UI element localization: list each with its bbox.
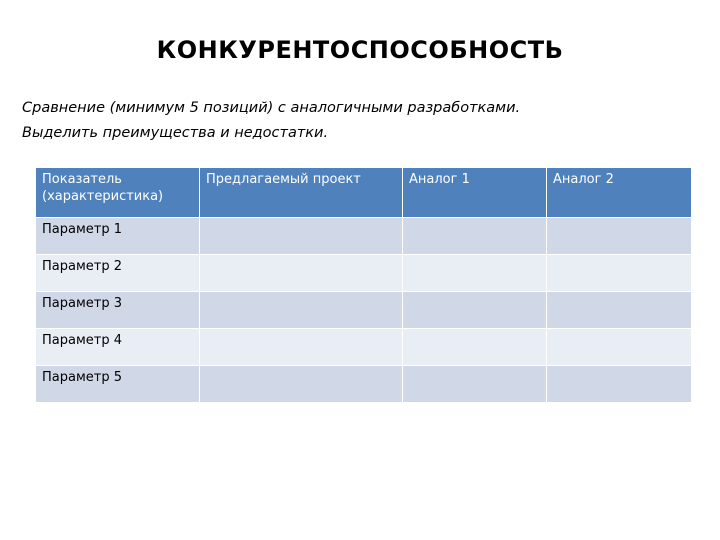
comparison-table [35,167,692,403]
table-cell [200,255,403,292]
table-cell [403,218,547,255]
row-label: Параметр 4 [36,329,200,366]
table-row [36,255,692,292]
table-cell [403,329,547,366]
row-label: Параметр 3 [36,292,200,329]
table-cell [547,329,692,366]
row-label: Параметр 1 [36,218,200,255]
table-row [36,292,692,329]
table-header-row [36,168,692,218]
table-cell [547,218,692,255]
header-indicator: Показатель (характеристика) [36,168,200,218]
table-cell [200,366,403,403]
header-analog-1: Аналог 1 [403,168,547,218]
table-cell [547,366,692,403]
row-label: Параметр 5 [36,366,200,403]
subtitle-line-2: Выделить преимущества и недостатки. [22,125,329,141]
table-cell [547,255,692,292]
header-proposed-project: Предлагаемый проект [200,168,403,218]
header-analog-2: Аналог 2 [547,168,692,218]
table-cell [403,255,547,292]
subtitle-line-1: Сравнение (минимум 5 позиций) с аналогичными разработками. [22,100,521,116]
table-row [36,218,692,255]
table-cell [200,329,403,366]
table-row [36,366,692,403]
table-cell [547,292,692,329]
row-label: Параметр 2 [36,255,200,292]
table-row [36,329,692,366]
table-cell [200,292,403,329]
table-cell [403,366,547,403]
slide-subtitle [22,96,682,146]
slide-title: КОНКУРЕНТОСПОСОБНОСТЬ [156,36,564,64]
table-cell [403,292,547,329]
table-cell [200,218,403,255]
